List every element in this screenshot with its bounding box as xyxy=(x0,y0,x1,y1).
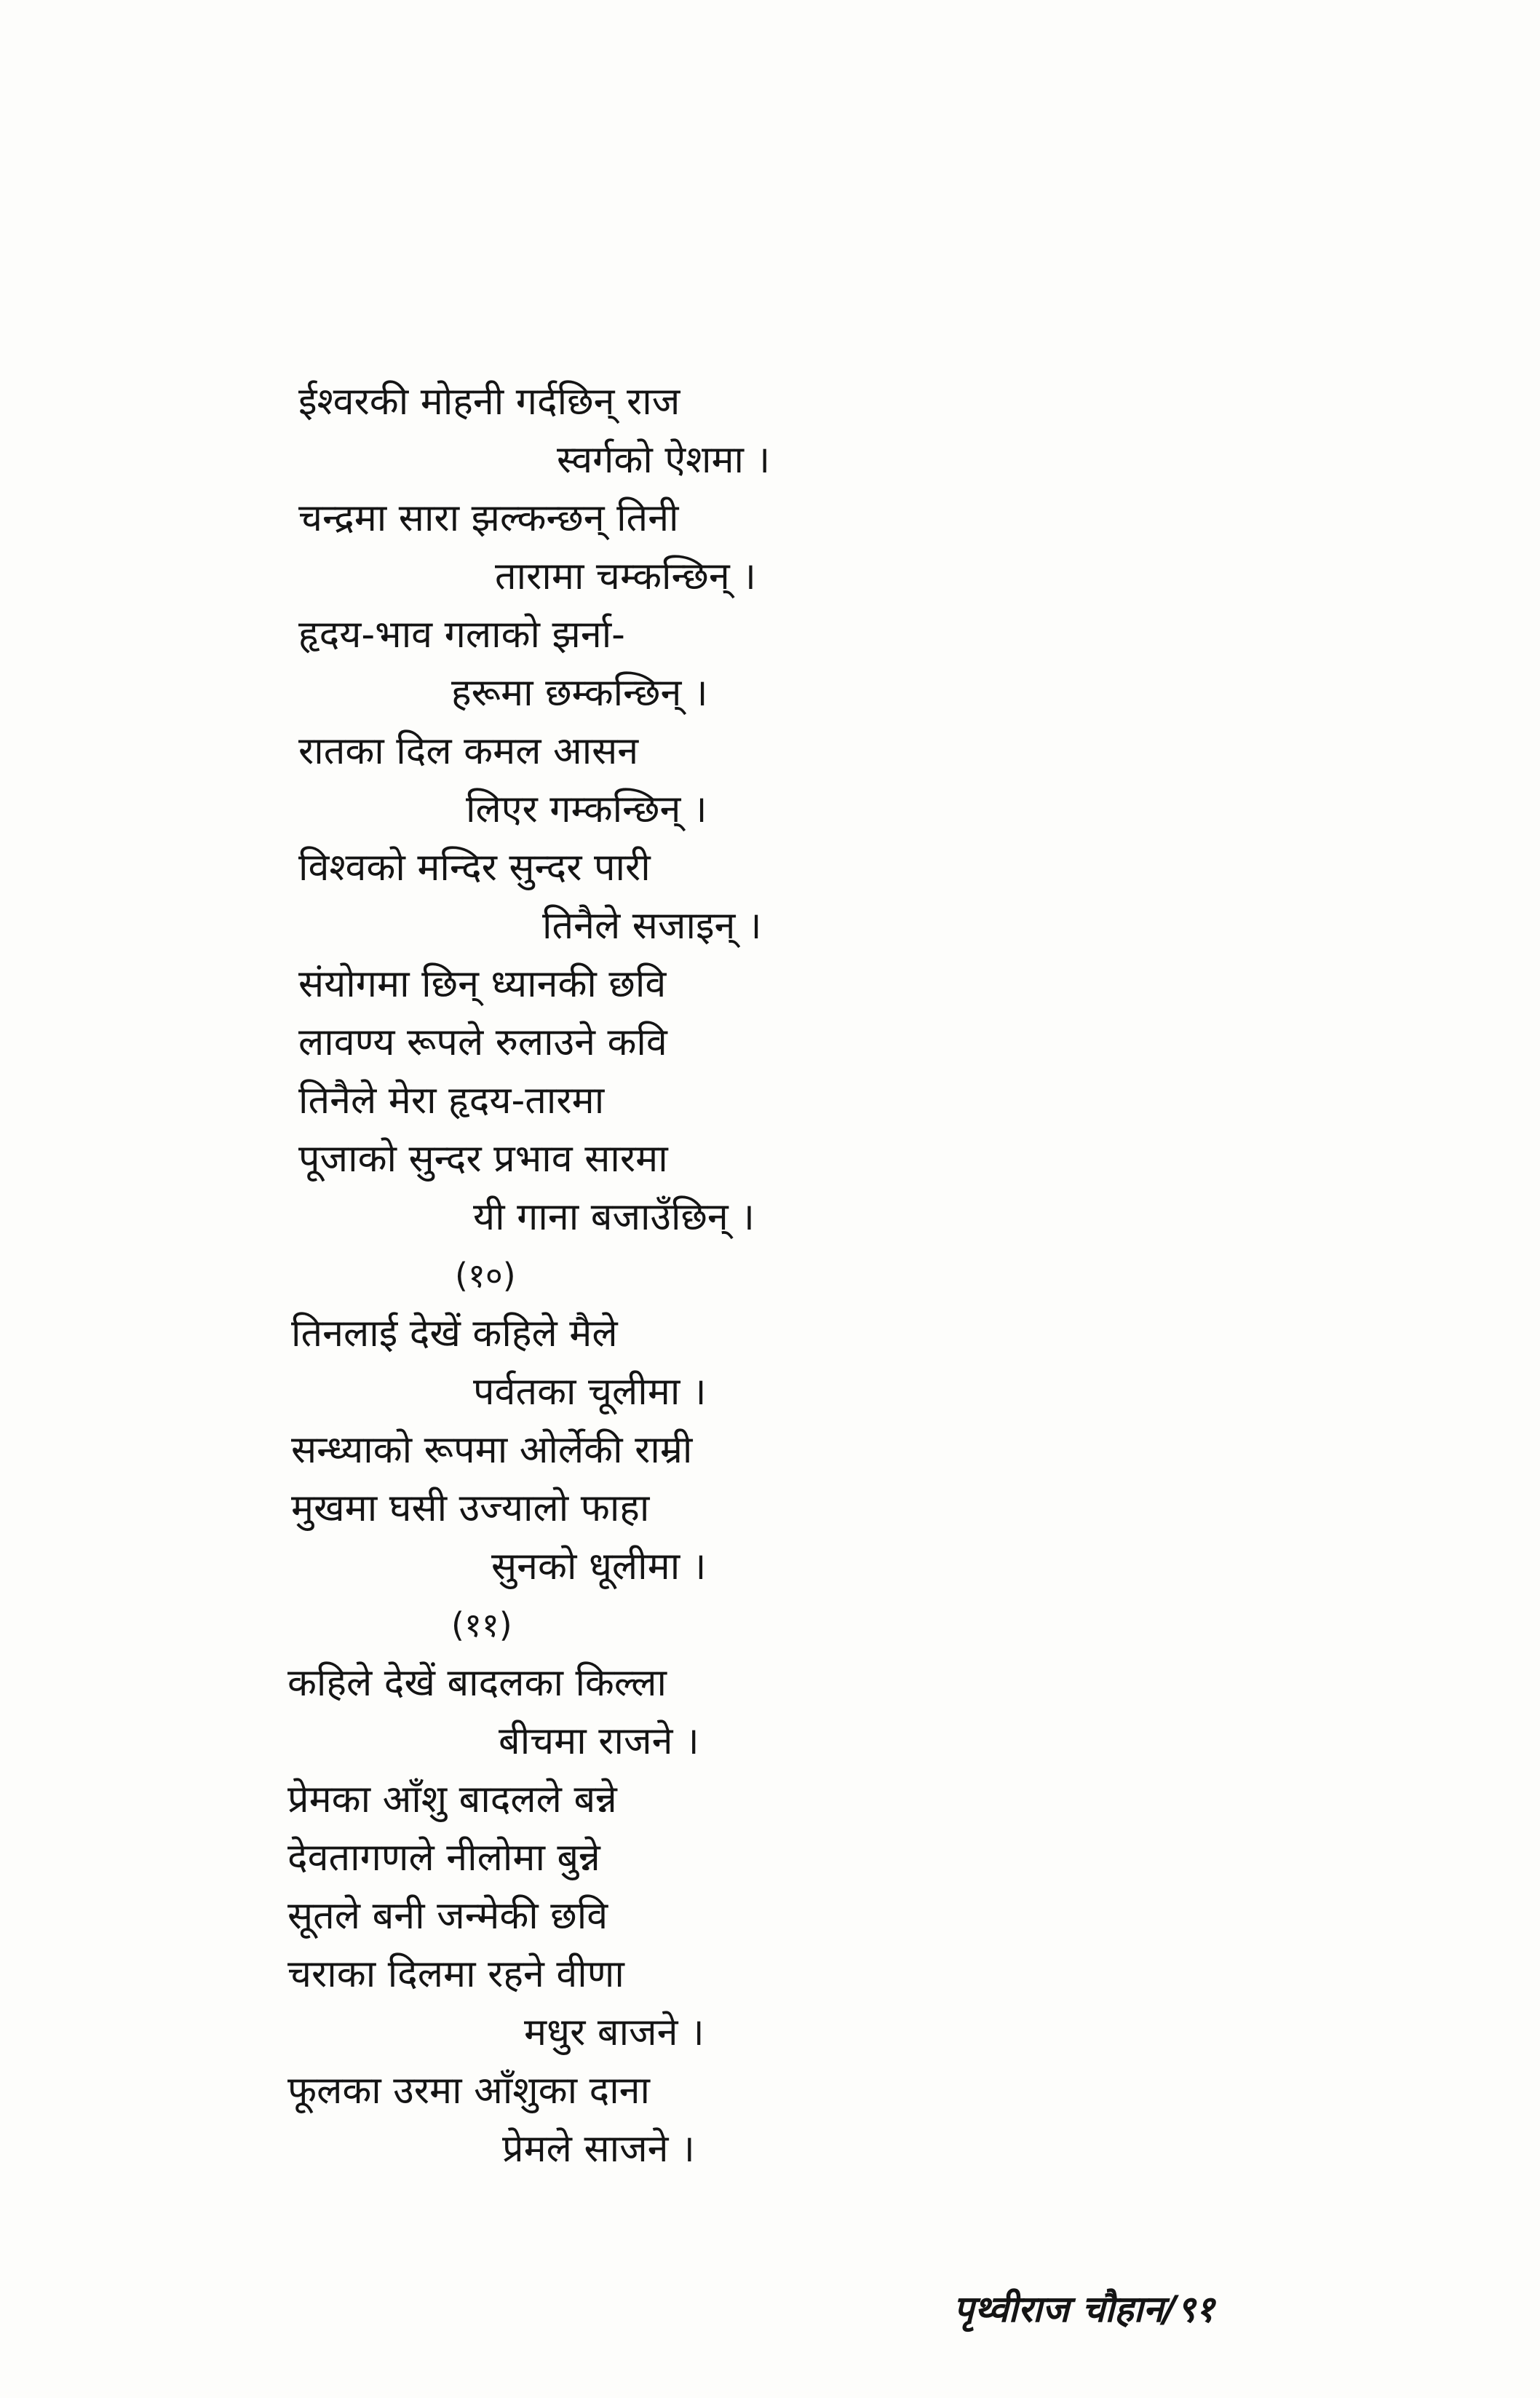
poem-line: तिनैले सजाइन् । xyxy=(542,904,762,948)
poem-line: पर्वतका चूलीमा । xyxy=(473,1370,707,1414)
poem-line: तिनैले मेरा हृदय-तारमा xyxy=(298,1079,605,1123)
poem-line: लिएर गम्कन्छिन् । xyxy=(466,788,707,831)
stanza-number: (१०) xyxy=(455,1256,516,1295)
poem-line: तारामा चम्कन्छिन् । xyxy=(495,555,756,598)
poem-line: रातका दिल कमल आसन xyxy=(298,729,639,773)
poem-line: पूजाको सुन्दर प्रभाव सारमा xyxy=(298,1137,668,1181)
poem-line: मधुर बाजने । xyxy=(524,2011,704,2054)
poem-line: प्रेमका आँशु बादलले बन्ने xyxy=(287,1778,617,1821)
poem-line: स्वर्गको ऐशमा । xyxy=(557,438,771,482)
poem-line: मुखमा घसी उज्यालो फाहा xyxy=(291,1487,650,1530)
poem-line: संयोगमा छिन् ध्यानकी छवि xyxy=(298,962,667,1006)
poem-line: फूलका उरमा आँशुका दाना xyxy=(287,2069,650,2113)
poem-line: कहिले देखें बादलका किल्ला xyxy=(287,1661,667,1705)
poem-line: प्रेमले साजने । xyxy=(502,2127,695,2171)
poem-line: सुनको धूलीमा । xyxy=(491,1545,707,1588)
poem-line: चन्द्रमा सारा झल्कन्छन् तिनी xyxy=(298,496,679,540)
poem-line: लावण्य रूपले रुलाउने कवि xyxy=(298,1021,667,1064)
poem-line: सन्ध्याको रूपमा ओर्लेकी राम्री xyxy=(291,1428,693,1472)
poem-line: हरूमा छम्कन्छिन् । xyxy=(451,671,708,715)
poem-line: यी गाना बजाउँछिन् । xyxy=(473,1195,755,1239)
page-footer: पृथ्वीराज चौहान/९१ xyxy=(953,2288,1215,2330)
poem-line: विश्वको मन्दिर सुन्दर पारी xyxy=(298,846,651,890)
poem-line: तिनलाई देखें कहिले मैले xyxy=(291,1312,618,1356)
poem-line: चराका दिलमा रहने वीणा xyxy=(287,1952,624,1996)
poem-line: सूतले बनी जन्मेकी छवि xyxy=(287,1894,608,1938)
poem-line: देवतागणले नीलोमा बुन्ने xyxy=(287,1836,600,1880)
poem-line: हृदय-भाव गलाको झर्ना- xyxy=(298,613,625,657)
poem-line: बीचमा राजने । xyxy=(499,1720,699,1763)
stanza-number: (११) xyxy=(451,1605,512,1645)
poem-line: ईश्वरकी मोहनी गर्दछिन् राज xyxy=(298,380,680,424)
